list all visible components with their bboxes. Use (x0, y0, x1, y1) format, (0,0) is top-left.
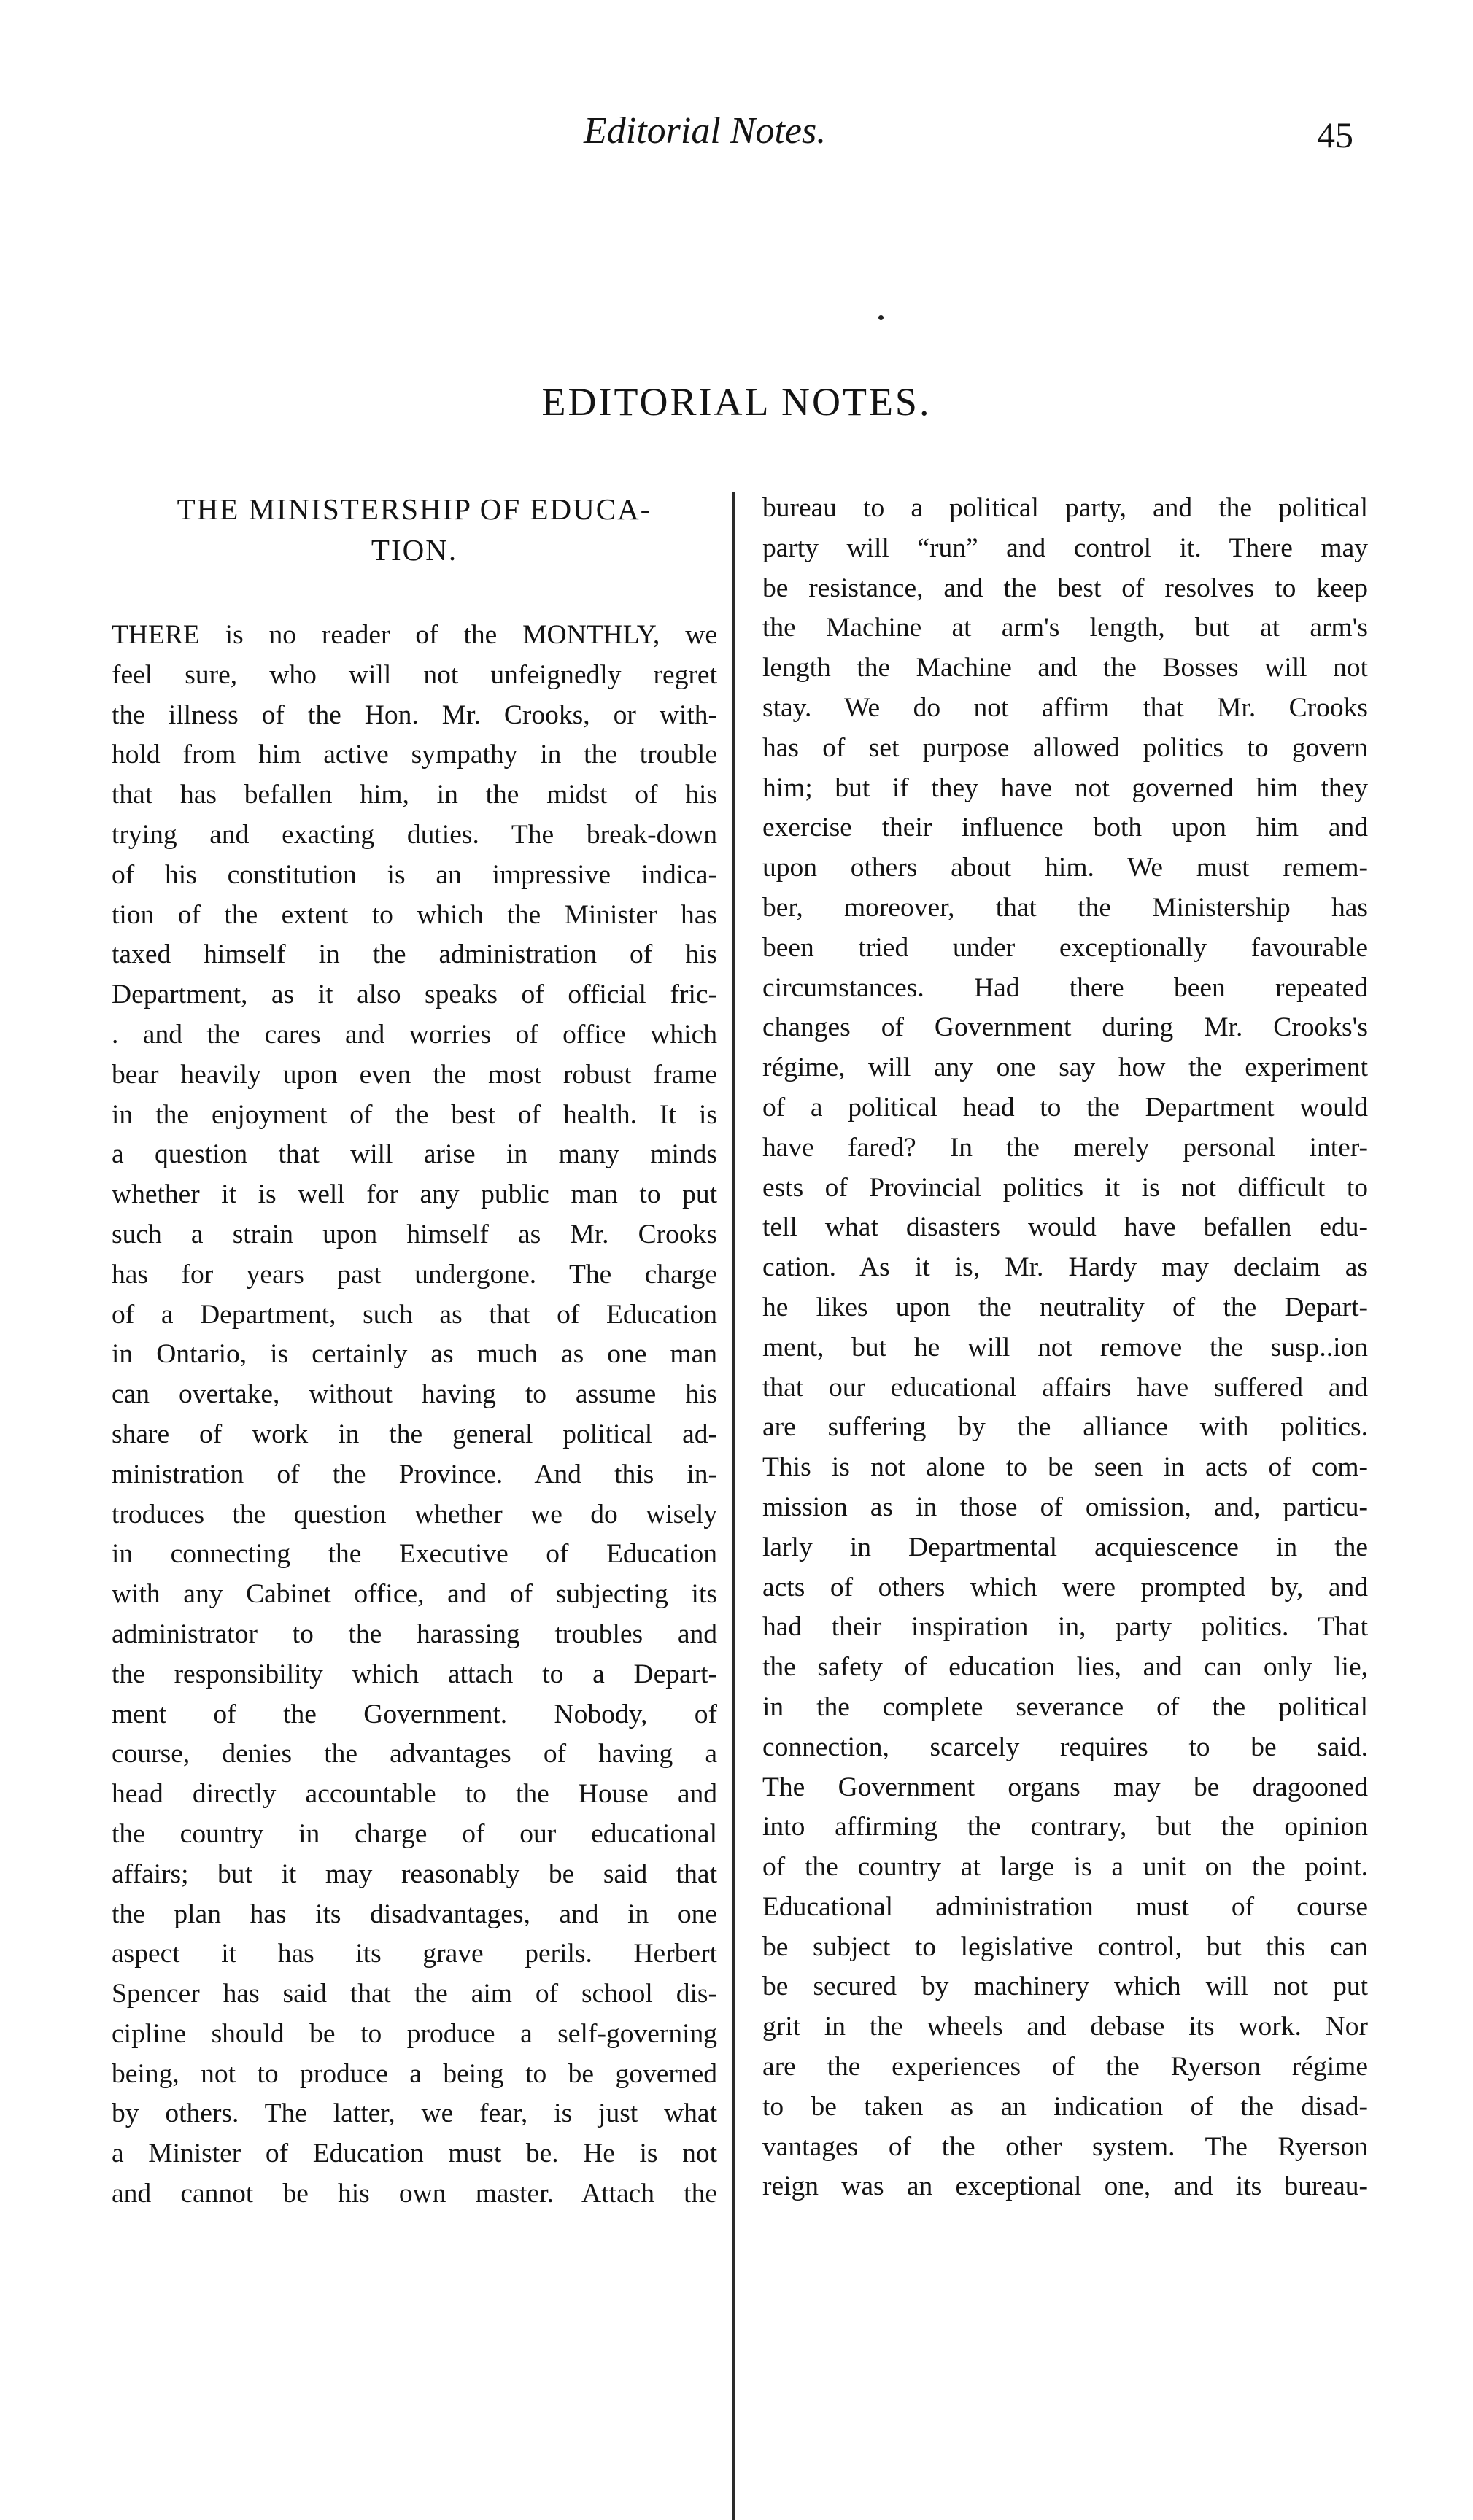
text-line: ests of Provincial politics it is not difficult to (762, 1172, 1368, 1203)
page-header (0, 109, 1473, 168)
text-line: ment, but he will not remove the susp..ion (762, 1332, 1368, 1362)
text-line: the safety of education lies, and can only lie, (762, 1652, 1368, 1683)
text-line: ment of the Government. Nobody, of (112, 1699, 717, 1729)
text-line: been tried under exceptionally favourable (762, 932, 1368, 963)
text-line: ber, moreover, that the Ministership has (762, 892, 1368, 923)
text-line: and cannot be his own master. Attach the (112, 2179, 717, 2209)
text-line: he likes upon the neutrality of the Depart- (762, 1292, 1368, 1322)
text-line: vantages of the other system. The Ryerson (762, 2131, 1368, 2162)
text-line: affairs; but it may reasonably be said that (112, 1858, 717, 1889)
column-divider (732, 492, 735, 2520)
text-line: grit in the wheels and debase its work. Nor (762, 2012, 1368, 2042)
text-line: the country in charge of our educational (112, 1818, 717, 1849)
text-line: of a Department, such as that of Education (112, 1299, 717, 1330)
left-column-text (112, 616, 717, 2214)
text-line: reign was an exceptional one, and its bureau- (762, 2171, 1368, 2202)
text-line: a question that will arise in many minds (112, 1139, 717, 1170)
text-line: with any Cabinet office, and of subjecting its (112, 1579, 717, 1610)
text-line: whether it is well for any public man to put (112, 1179, 717, 1210)
text-line: cipline should be to produce a self-governing (112, 2018, 717, 2049)
text-line: This is not alone to be seen in acts of com- (762, 1452, 1368, 1483)
text-line: being, not to produce a being to be governed (112, 2058, 717, 2089)
text-line: cation. As it is, Mr. Hardy may declaim as (762, 1252, 1368, 1283)
text-line: share of work in the general political ad- (112, 1419, 717, 1449)
article-title-line: TION. (371, 533, 458, 567)
text-line: had their inspiration in, party politics. That (762, 1612, 1368, 1643)
text-line: connection, scarcely requires to be said. (762, 1732, 1368, 1762)
text-line: bureau to a political party, and the political (762, 493, 1368, 523)
running-title: Editorial Notes. (584, 110, 827, 152)
section-title: EDITORIAL NOTES. (541, 380, 932, 424)
right-column (762, 489, 1368, 2207)
text-line: be secured by machinery which will not put (762, 1972, 1368, 2002)
text-line: a Minister of Education must be. He is not (112, 2139, 717, 2169)
text-line: THERE is no reader of the MONTHLY, we (112, 620, 717, 650)
article-title-line: THE MINISTERSHIP OF EDUCA- (177, 492, 652, 526)
text-line: in Ontario, is certainly as much as one man (112, 1339, 717, 1370)
left-column (112, 489, 717, 2214)
text-line: circumstances. Had there been repeated (762, 972, 1368, 1003)
text-line: larly in Departmental acquiescence in the (762, 1532, 1368, 1562)
text-line: tell what disasters would have befallen edu- (762, 1212, 1368, 1243)
text-line: Educational administration must of course (762, 1891, 1368, 1922)
text-line: by others. The latter, we fear, is just what (112, 2098, 717, 2129)
text-line: course, denies the advantages of having a (112, 1739, 717, 1769)
text-line: have fared? In the merely personal inter- (762, 1132, 1368, 1163)
text-line: him; but if they have not governed him they (762, 772, 1368, 803)
text-line: Spencer has said that the aim of school dis- (112, 1979, 717, 2009)
text-line: in the complete severance of the political (762, 1691, 1368, 1722)
text-line: into affirming the contrary, but the opinion (762, 1812, 1368, 1842)
text-line: upon others about him. We must remem- (762, 853, 1368, 883)
text-line: feel sure, who will not unfeignedly regret (112, 659, 717, 690)
right-column-text (762, 489, 1368, 2207)
text-line: are the experiences of the Ryerson régime (762, 2052, 1368, 2082)
text-line: that has befallen him, in the midst of his (112, 780, 717, 810)
text-line: ministration of the Province. And this in- (112, 1459, 717, 1489)
text-line: régime, will any one say how the experiment (762, 1052, 1368, 1083)
text-line: of his constitution is an impressive indica- (112, 859, 717, 890)
print-speck (878, 315, 884, 320)
text-line: exercise their influence both upon him and (762, 813, 1368, 843)
text-line: to be taken as an indication of the disad- (762, 2091, 1368, 2122)
text-line: party will “run” and control it. There may (762, 532, 1368, 563)
text-line: can overtake, without having to assume his (112, 1379, 717, 1410)
text-line: head directly accountable to the House and (112, 1779, 717, 1810)
text-line: be resistance, and the best of resolves to keep (762, 573, 1368, 603)
text-line: mission as in those of omission, and, particu- (762, 1492, 1368, 1522)
page-number: 45 (1317, 115, 1353, 155)
text-line: of a political head to the Department would (762, 1092, 1368, 1123)
text-line: are suffering by the alliance with politics. (762, 1412, 1368, 1443)
text-line: the illness of the Hon. Mr. Crooks, or with- (112, 699, 717, 730)
text-line: in the enjoyment of the best of health. It is (112, 1099, 717, 1130)
text-line: that our educational affairs have suffered and (762, 1372, 1368, 1403)
text-line: in connecting the Executive of Education (112, 1539, 717, 1570)
text-line: The Government organs may be dragooned (762, 1772, 1368, 1802)
article-title (112, 489, 717, 570)
text-line: stay. We do not affirm that Mr. Crooks (762, 692, 1368, 723)
text-line: . and the cares and worries of office which (112, 1019, 717, 1050)
text-line: troduces the question whether we do wisely (112, 1499, 717, 1530)
text-line: changes of Government during Mr. Crooks's (762, 1012, 1368, 1043)
text-line: administrator to the harassing troubles and (112, 1618, 717, 1649)
text-line: of the country at large is a unit on the point. (762, 1852, 1368, 1883)
text-line: has for years past undergone. The charge (112, 1259, 717, 1290)
text-line: the plan has its disadvantages, and in one (112, 1899, 717, 1929)
text-line: trying and exacting duties. The break-down (112, 819, 717, 850)
text-line: aspect it has its grave perils. Herbert (112, 1939, 717, 1969)
text-line: the Machine at arm's length, but at arm's (762, 613, 1368, 643)
text-line: such a strain upon himself as Mr. Crooks (112, 1219, 717, 1249)
text-line: the responsibility which attach to a Depart- (112, 1659, 717, 1689)
text-line: tion of the extent to which the Minister has (112, 899, 717, 930)
text-line: Department, as it also speaks of official fric- (112, 980, 717, 1010)
text-line: acts of others which were prompted by, and (762, 1572, 1368, 1602)
text-line: hold from him active sympathy in the trouble (112, 740, 717, 770)
text-line: taxed himself in the administration of his (112, 939, 717, 970)
text-line: length the Machine and the Bosses will not (762, 653, 1368, 683)
text-line: bear heavily upon even the most robust frame (112, 1059, 717, 1090)
text-line: has of set purpose allowed politics to govern (762, 732, 1368, 763)
text-line: be subject to legislative control, but this can (762, 1931, 1368, 1962)
